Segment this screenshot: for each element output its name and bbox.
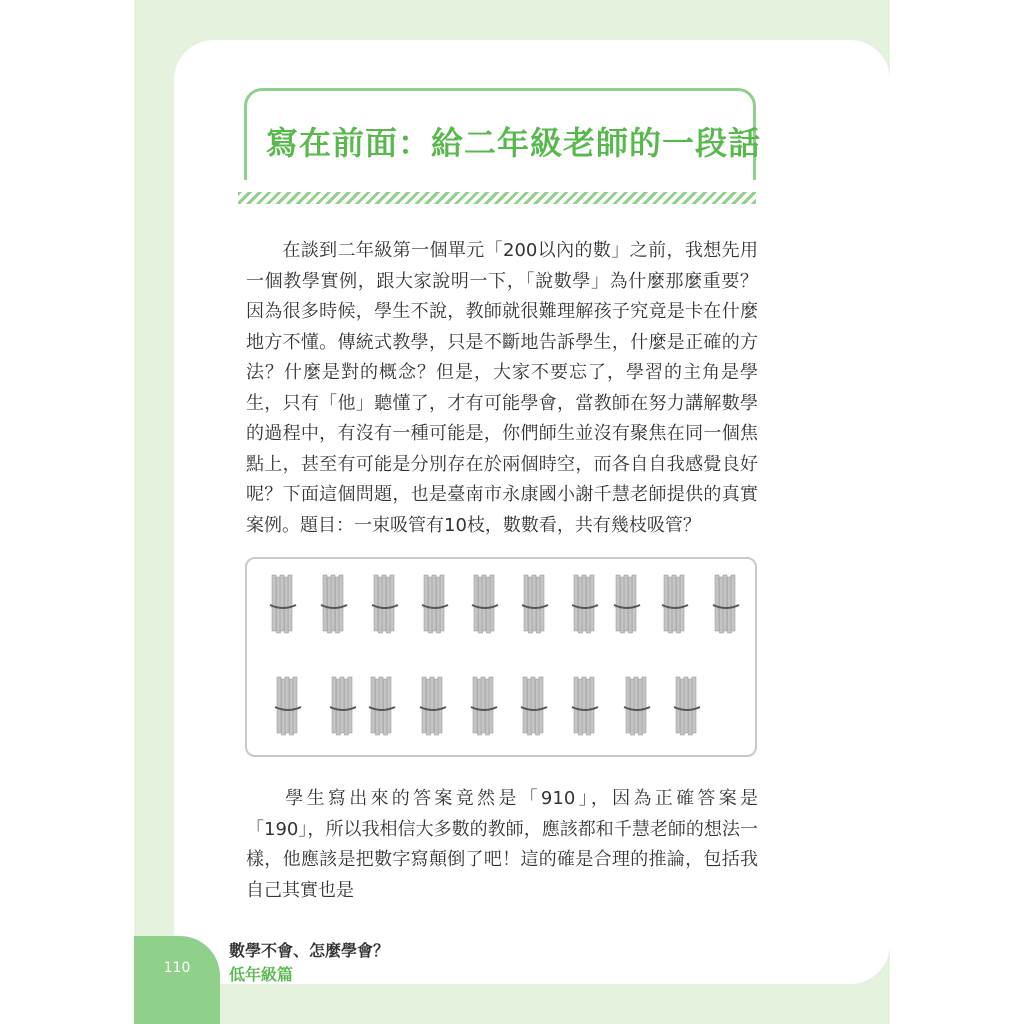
straw-bundle (321, 575, 347, 633)
straw-bundle (472, 575, 498, 633)
straw-bundle (369, 677, 395, 735)
paragraph-answer-text: 學生寫出來的答案竟然是「910」，因為正確答案是「190」，所以我相信大多數的教師，應該都和千慧老師的想法一樣，他應該是把數字寫顛倒了吧！這的確是合理的推論，包括我自己其實也是 (246, 788, 758, 901)
straw-bundle (662, 575, 688, 633)
straw-bundle (372, 575, 398, 633)
page-number: 110 (163, 960, 191, 976)
page-number-tab (134, 936, 220, 1024)
paragraph-intro (246, 236, 758, 541)
straw-bundle (713, 575, 739, 633)
book-title: 數學不會、怎麼學會？ (229, 941, 390, 960)
paragraph-intro-text: 在談到二年級第一個單元「200以內的數」之前，我想先用一個教學實例，跟大家說明一下，「說數學」為什麼那麼重要？因為很多時候，學生不說，教師就很難理解孩子究竟是卡在什麼地方不懂。傳統式教學，只是不斷地告訴學生，什麼是正確的方法？什麼是對的概念？但是，大家不要忘了，學習的主角是學生，只有「他」聽懂了，才有可能學會，當教師在努力講解數學的過程中，有沒有一種可能是，你們師生並沒有聚焦在同一個焦點上，甚至有可能是分別存在於兩個時空，而各自自我感覺良好呢？下面這個問題，也是臺南市永康國小謝千慧老師提供的真實案例。題目：一束吸管有10枝，數數看，共有幾枝吸管？ (246, 240, 758, 536)
straw-bundle (521, 677, 547, 735)
chapter-title: 寫在前面：給二年級老師的一段話 (266, 124, 762, 162)
straw-bundle (330, 677, 356, 735)
straw-bundle (420, 677, 446, 735)
book-subtitle: 低年級篇 (229, 965, 294, 984)
straw-bundle (471, 677, 497, 735)
straw-bundle (422, 575, 448, 633)
straw-bundle (674, 677, 700, 735)
title-hatch-divider (238, 192, 756, 204)
straw-bundle (270, 575, 296, 633)
paragraph-answer (246, 784, 758, 906)
straw-bundle (572, 677, 598, 735)
straw-bundle (275, 677, 301, 735)
straw-bundles-illustration (247, 559, 755, 755)
straw-bundle (614, 575, 640, 633)
straw-bundle (624, 677, 650, 735)
straw-figure (245, 557, 757, 757)
straw-bundle (522, 575, 548, 633)
straw-bundle (572, 575, 598, 633)
